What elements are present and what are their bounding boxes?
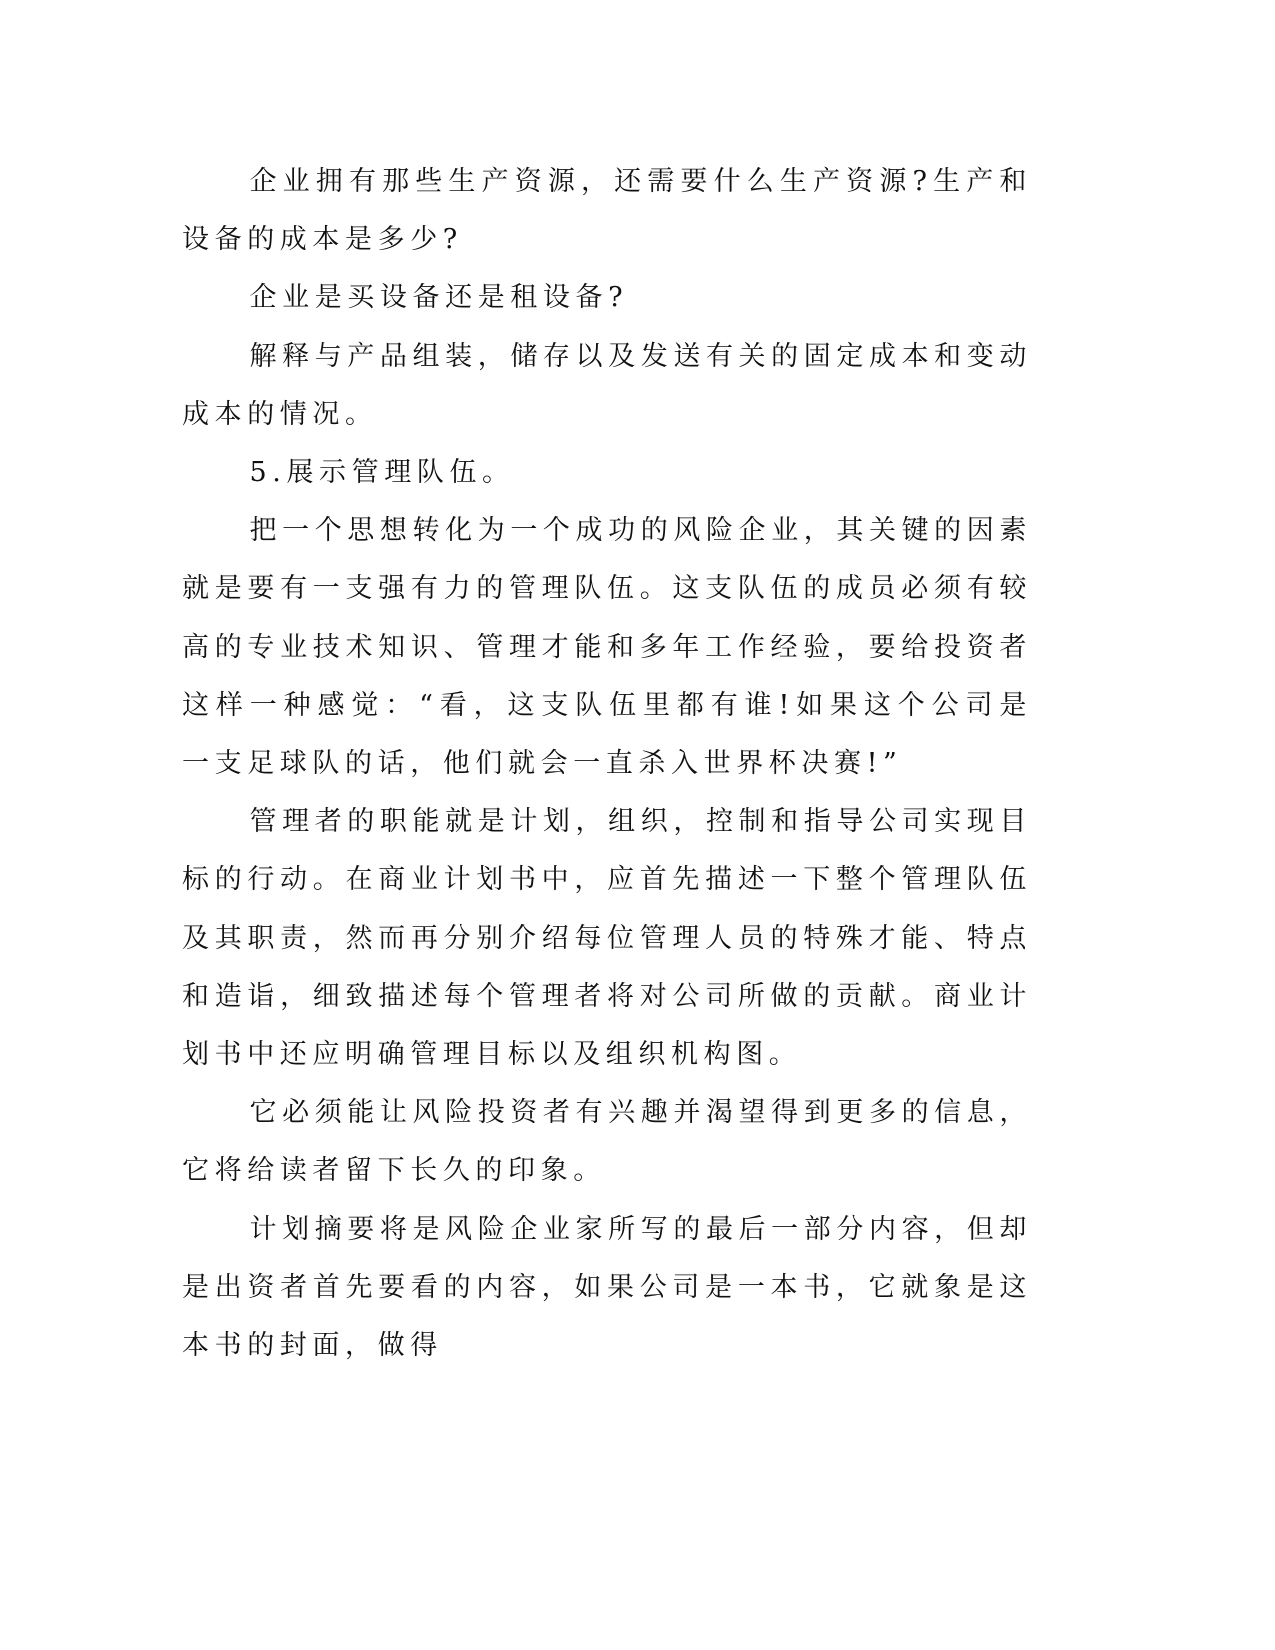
paragraph-buy-or-rent: 企业是买设备还是租设备? (249, 282, 629, 314)
paragraph-plan-summary: 计划摘要将是风险企业家所写的最后一部分内容，但却是出资者首先要看的内容，如果公司是一本书，它就象是这本书的封面，做得 (182, 1213, 1032, 1362)
paragraph-cost-explanation: 解释与产品组装，储存以及发送有关的固定成本和变动成本的情况。 (182, 340, 1032, 430)
document-body (182, 153, 1032, 1375)
paragraph-investor-interest: 它必须能让风险投资者有兴趣并渴望得到更多的信息，它将给读者留下长久的印象。 (182, 1097, 1032, 1187)
paragraph-production-resources: 企业拥有那些生产资源，还需要什么生产资源?生产和设备的成本是多少? (182, 166, 1032, 256)
section-heading-management-team: 5.展示管理队伍。 (249, 457, 515, 489)
paragraph-team-importance: 把一个思想转化为一个成功的风险企业，其关键的因素就是要有一支强有力的管理队伍。这支队伍的成员必须有较高的专业技术知识、管理才能和多年工作经验，要给投资者这样一种感觉：“看，这支队伍里都有谁!如果这个公司是一支足球队的话，他们就会一直杀入世界杯决赛!” (182, 515, 1032, 780)
paragraph-manager-functions: 管理者的职能就是计划，组织，控制和指导公司实现目标的行动。在商业计划书中，应首先描述一下整个管理队伍及其职责，然而再分别介绍每位管理人员的特殊才能、特点和造诣，细致描述每个管理者将对公司所做的贡献。商业计划书中还应明确管理目标以及组织机构图。 (182, 806, 1032, 1071)
